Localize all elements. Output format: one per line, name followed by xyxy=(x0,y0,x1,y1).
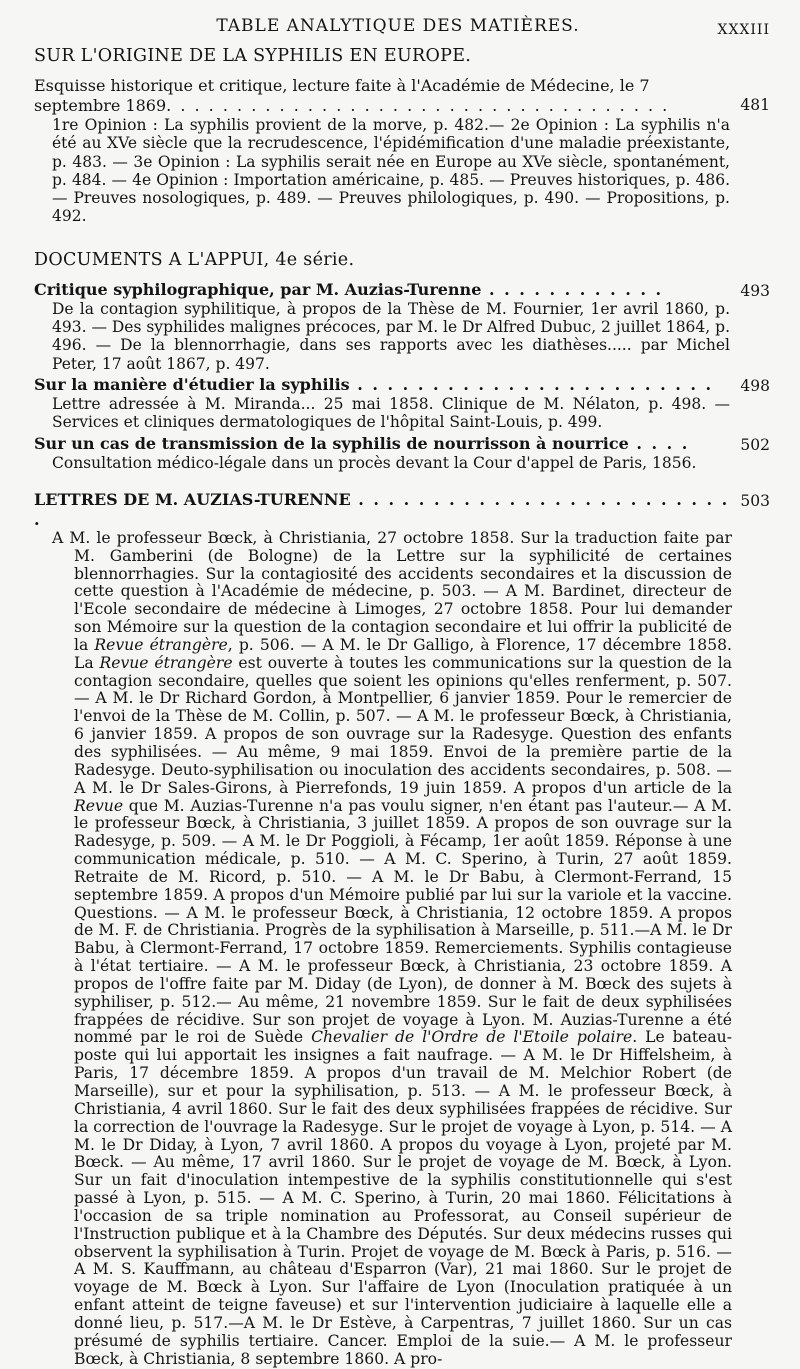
section-heading-origine: SUR L'ORIGINE DE LA SYPHILIS EN EUROPE. xyxy=(34,46,472,66)
desc-italic: Chevalier de l'Ordre de l'Etoile polaire xyxy=(311,1028,633,1047)
entry-description: De la contagion syphilitique, à propos de la Thèse de M. Fournier, 1er avril 1860, p. 493. — Des syphilides malignes précoces, par M. le Dr Alfred Dubuc, 2 juillet 1864, p. 496. — De la blennorrhagie, dans ses rapports avec les diathèses..... par Michel Peter, 17 août 1867, p. 497. xyxy=(52,299,730,373)
desc-text: , p. 506. — A M. le Dr Galligo, à Florence, 17 décembre 1858. La xyxy=(74,635,732,672)
desc-italic: Revue étrangère xyxy=(99,653,233,672)
dot-leaders: . . . . . . . . . . . . . . . . . . . . . . . . . . . . . . . . . . . . xyxy=(166,96,670,115)
toc-entry-esquisse xyxy=(34,76,770,226)
toc-entry-critique xyxy=(34,279,770,373)
desc-text: que M. Auzias-Turenne n'a pas voulu signer, n'en étant pas l'auteur.— A M. le professeur Bœck, à Christiania, 3 juillet 1859. A propos de son ouvrage sur la Radesyge, p. 509. — A M. le Dr Poggioli, à Fécamp, 1er août 1859. Réponse à une communication médicale, p. 510. — A M. C. Sperino, à Turin, 27 août 1859. Retraite de M. Ricord, p. 510. — A M. le Dr Babu, à Clermont-Ferrand, 15 septembre 1859. A propos d'un Mémoire publié par lui sur la variole et la vaccine. Questions. — A M. le professeur Bœck, à Christiania, 12 octobre 1859. A propos de M. F. de Christiania. Progrès de la syphilisation à Marseille, p. 511.—A M. le Dr Babu, à Clermont-Ferrand, 17 octobre 1859. Remerciements. Syphilis contagieuse à l'état tertiaire. — A M. le professeur Bœck, à Christiania, 23 octobre 1859. A propos de l'offre faite par M. Diday (de Lyon), de donner à M. Bœck des sujets à syphiliser, p. 512.— Au même, 21 novembre 1859. Sur le fait de deux syphilisées frappées de récidive. Sur son projet de voyage à Lyon. M. Auzias-Turenne a été nommé par le roi de Suède xyxy=(74,796,732,1047)
entry-page: 481 xyxy=(740,96,770,114)
entry-title: LETTRES DE M. AUZIAS-TURENNE xyxy=(34,489,351,509)
entry-title: Sur un cas de transmission de la syphilis de nourrisson à nourrice xyxy=(34,433,629,453)
dot-leaders: . . . . xyxy=(628,433,690,453)
section-heading-documents: DOCUMENTS A L'APPUI, 4e série. xyxy=(34,249,355,270)
desc-text: . Le bateau-poste qui lui apportait les insignes a fait naufrage. — A M. le Dr Hiffelsheim, à Paris, 17 décembre 1859. A propos d'un travail de M. Melchior Robert (de Marseille), sur et pour la syphilisation, p. 513. — A M. le professeur Bœck, à Christiania, 4 avril 1860. Sur le fait des deux syphilisées frappées de récidive. Sur la correction de l'ouvrage la Radesyge. Sur le projet de voyage à Lyon, p. 514. — A M. le Dr Diday, à Lyon, 7 avril 1860. A propos du voyage à Lyon, projeté par M. Bœck. — Au même, 17 avril 1860. Sur le projet de voyage de M. Bœck, à Lyon. Sur un fait d'inoculation intempestive de la syphilis constitutionnelle qui s'est passé à Lyon, p. 515. — A M. C. Sperino, à Turin, 20 mai 1860. Félicitations à l'occasion de sa triple nomination au Professorat, au Conseil supérieur de l'Instruction publique et à la Chambre des Députés. Sur deux médecins russes qui observent la syphilisation à Turin. Projet de voyage de M. Bœck à Paris, p. 516. — A M. S. Kauffmann, au château d'Esparron (Var), 21 mai 1860. Sur le projet de voyage de M. Bœck à Lyon. Sur l'affaire de Lyon (Inoculation pratiquée à un enfant atteint de teigne faveuse) et sur l'intervention judiciaire à laquelle elle a donné lieu, p. 517.—A M. le Dr Estève, à Carpentras, 7 juillet 1860. Sur un cas présumé de syphilis tertiaire. Cancer. Emploi de la suie.— A M. le professeur Bœck, à Christiania, 8 septembre 1860. A pro- xyxy=(74,1028,732,1368)
dot-leaders: . . . . . . . . . . . . . . . . . . . . . . . . xyxy=(349,374,714,394)
entry-page: 493 xyxy=(740,281,770,300)
toc-entry-transmission xyxy=(34,433,770,472)
dot-leaders: . . . . . . . . . . . . . . . . . . . . . . . . . . xyxy=(34,489,730,529)
entry-description: Lettre adressée à M. Miranda... 25 mai 1858. Clinique de M. Nélaton, p. 498. — Services et cliniques dermatologiques de l'hôpital Saint-Louis, p. 499. xyxy=(52,394,730,432)
desc-text: A M. le professeur Bœck, à Christiania, 27 octobre 1858. Sur la traduction faite par M. Gamberini (de Bologne) de la Lettre sur la syphilicité de certaines blennorrhagies. Sur la contagiosité des accidents secondaires et la discussion de cette question à l'Académie de médecine, p. 503. — A M. Bardinet, directeur de l'Ecole secondaire de médecine à Limoges, 27 octobre 1858. Pour lui demander son Mémoire sur la question de la contagion secondaire et lui offrir la publicité de la xyxy=(52,528,732,654)
desc-text: est ouverte à toutes les communications sur la question de la contagion secondaire, quelles que soient les opinions qu'elles renferment, p. 507. — A M. le Dr Richard Gordon, à Montpellier, 6 janvier 1859. Pour le remercier de l'envoi de la Thèse de M. Collin, p. 507. — A M. le professeur Bœck, à Christiania, 6 janvier 1859. A propos de son ouvrage sur la Radesyge. Question des enfants des syphilisées. — Au même, 9 mai 1859. Envoi de la première partie de la Radesyge. Deuto-syphilisation ou inoculation des accidents secondaires, p. 508. — A M. le Dr Sales-Girons, à Pierrefonds, 19 juin 1859. A propos d'un article de la xyxy=(74,653,732,797)
entry-page: 502 xyxy=(740,435,770,454)
entry-title: Sur la manière d'étudier la syphilis xyxy=(34,374,350,394)
entry-title: Esquisse historique et critique, lecture faite à l'Académie de Médecine, le 7 septembre 1869 xyxy=(34,76,650,115)
entry-page: 503 xyxy=(740,491,770,510)
desc-italic: Revue étrangère xyxy=(94,635,228,654)
running-title: TABLE ANALYTIQUE DES MATIÈRES. xyxy=(216,16,580,36)
entry-title: Critique syphilographique, par M. Auzias-Turenne xyxy=(34,279,482,299)
toc-entry-lettres xyxy=(34,489,770,1369)
entry-description: Consultation médico-légale dans un procès devant la Cour d'appel de Paris, 1856. xyxy=(52,453,697,472)
entry-description: 1re Opinion : La syphilis provient de la morve, p. 482.— 2e Opinion : La syphilis n'a été au XVe siècle que la recrudescence, l'épidémification d'une maladie préexistante, p. 483. — 3e Opinion : La syphilis serait née en Europe au XVe siècle, spontanément, p. 484. — 4e Opinion : Importation américaine, p. 485. — Preuves historiques, p. 486. — Preuves nosologiques, p. 489. — Preuves philologiques, p. 490. — Propositions, p. 492. xyxy=(52,116,730,226)
dot-leaders: . . . . . . . . . . . . xyxy=(481,279,664,299)
page-number: XXXIII xyxy=(717,22,770,38)
running-header xyxy=(34,8,770,38)
entry-description xyxy=(34,530,732,1369)
entry-page: 498 xyxy=(740,376,770,395)
toc-entry-maniere xyxy=(34,374,770,432)
desc-italic: Revue xyxy=(74,796,124,815)
